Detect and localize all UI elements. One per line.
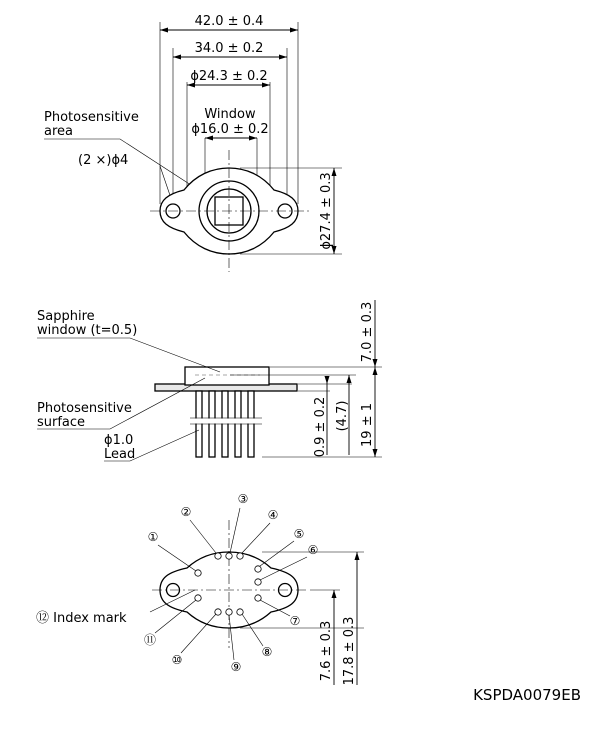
window-label: Window bbox=[204, 107, 256, 122]
drawing-code: KSPDA0079EB bbox=[473, 686, 581, 704]
dim-half-height: 7.6 ± 0.3 bbox=[319, 620, 334, 682]
dim-overall-width: 42.0 ± 0.4 bbox=[194, 14, 264, 29]
dim-full-height: 17.8 ± 0.3 bbox=[342, 616, 357, 686]
lead-label: Lead bbox=[104, 447, 136, 462]
pin-label-11: ⑪ bbox=[143, 633, 157, 647]
photosensitive-area-label: Photosensitive bbox=[44, 110, 139, 125]
top-view bbox=[44, 14, 342, 272]
dim-body-diameter: ϕ24.3 ± 0.2 bbox=[190, 69, 268, 84]
pin-label-5: ⑤ bbox=[293, 527, 305, 541]
photosensitive-area-label-2: area bbox=[44, 124, 73, 139]
pin-label-4: ④ bbox=[267, 508, 279, 522]
pin-label-8: ⑧ bbox=[261, 645, 273, 659]
pin-label-7: ⑦ bbox=[289, 614, 301, 628]
dim-surface-depth: (4.7) bbox=[335, 400, 350, 432]
sapphire-window-label: Sapphire bbox=[37, 309, 95, 324]
dim-cap-height: 7.0 ± 0.3 bbox=[360, 301, 375, 363]
dim-hole-pitch: 34.0 ± 0.2 bbox=[194, 41, 264, 56]
photosensitive-surface-label-2: surface bbox=[37, 415, 86, 430]
pin-label-9: ⑨ bbox=[230, 660, 242, 674]
photosensitive-surface-label: Photosensitive bbox=[37, 401, 132, 416]
pin-label-2: ② bbox=[180, 505, 192, 519]
mounting-holes-label: (2 ×)ϕ4 bbox=[78, 153, 129, 168]
dim-lead-length: 19 ± 1 bbox=[360, 403, 375, 447]
lead-diameter-label: ϕ1.0 bbox=[104, 433, 134, 448]
dim-height: ϕ27.4 ± 0.3 bbox=[319, 172, 334, 250]
sapphire-window-label-2: window (t=0.5) bbox=[37, 323, 138, 338]
pin-label-6: ⑥ bbox=[307, 543, 319, 557]
side-leads bbox=[190, 391, 262, 457]
dim-window-diameter: ϕ16.0 ± 0.2 bbox=[191, 122, 269, 137]
index-mark-label: ⑫ Index mark bbox=[36, 611, 127, 626]
pin-label-10: ⑩ bbox=[171, 653, 183, 667]
dim-flange: 0.9 ± 0.2 bbox=[313, 396, 328, 458]
side-view bbox=[37, 300, 382, 462]
bottom-view bbox=[36, 492, 364, 685]
pin-label-3: ③ bbox=[237, 492, 249, 506]
pin-label-1: ① bbox=[147, 530, 159, 544]
